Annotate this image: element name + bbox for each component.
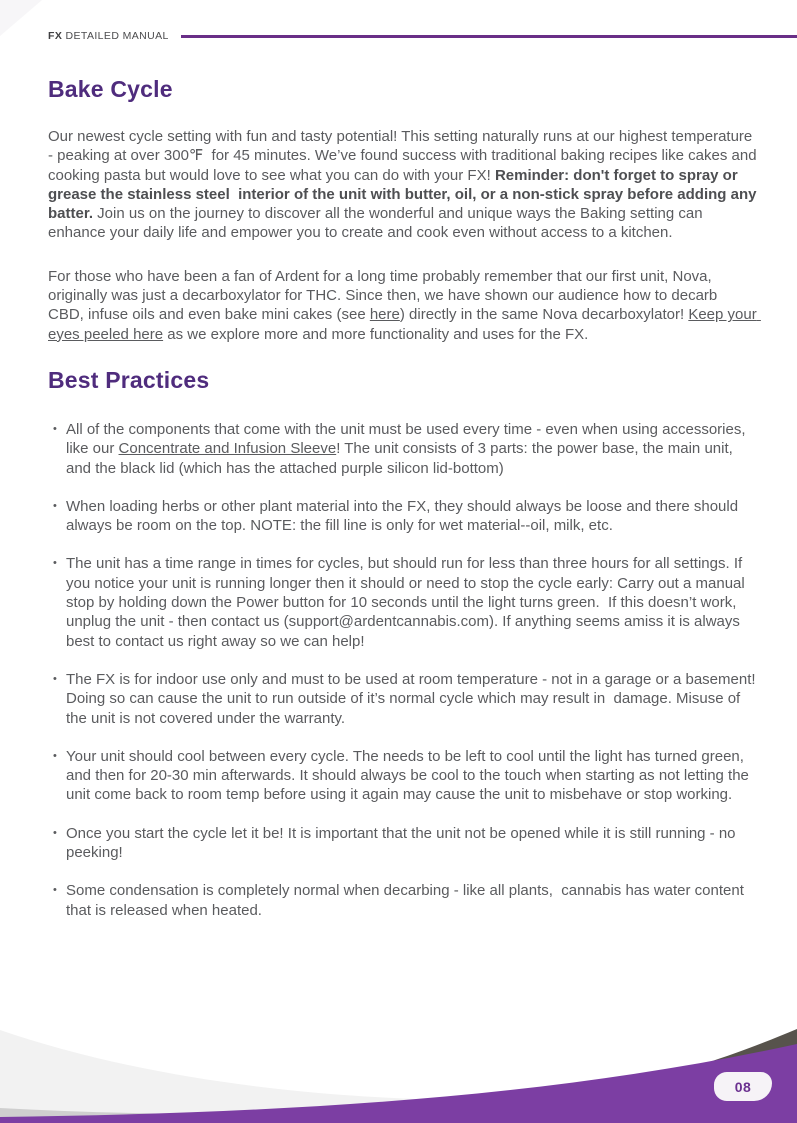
document-title-brand: FX	[48, 30, 63, 42]
bullet-icon: •	[53, 499, 57, 512]
list-item	[48, 670, 760, 728]
list-item-text: Your unit should cool between every cycle. The needs to be left to cool until the light has turned green, and then for 20-30 min afterwards. It should always be cool to the touch when starting as not letting the unit come back to room temp before using it again may cause the unit to misbehave or stop working.	[66, 747, 754, 804]
corner-decoration	[0, 0, 42, 36]
link-concentrate-infusion-sleeve[interactable]: Concentrate and Infusion Sleeve	[118, 440, 337, 458]
page-number-badge	[714, 1072, 772, 1101]
bullet-icon: •	[53, 422, 57, 435]
paragraph-text: as we explore more and more functionality and uses for the FX.	[163, 325, 589, 343]
list-item	[48, 554, 757, 650]
header-rule	[181, 35, 797, 38]
section-title-best-practices: Best Practices	[48, 366, 210, 393]
list-item	[48, 497, 757, 536]
bullet-icon: •	[53, 672, 57, 685]
bullet-icon: •	[53, 557, 57, 570]
reminder-bold-text: Reminder: don't forget to spray or grease the stainless steel interior of the unit with butter, oil, or a non-stick spray before adding any batter.	[48, 166, 761, 223]
bullet-icon: •	[53, 826, 57, 839]
paragraph-text: Join us on the journey to discover all the wonderful and unique ways the Baking setting can enhance your daily life and empower you to create and cook even without access to a kitchen.	[48, 205, 707, 242]
list-item-text: Once you start the cycle let it be! It is important that the unit not be opened while it is still running - no peeking!	[66, 824, 740, 862]
list-item	[48, 747, 757, 805]
list-item	[48, 420, 757, 478]
section-title-bake-cycle: Bake Cycle	[48, 76, 173, 102]
bullet-icon: •	[53, 884, 57, 897]
best-practices-list	[48, 420, 760, 920]
list-item	[48, 881, 757, 920]
document-title	[48, 30, 169, 42]
page-header	[48, 30, 797, 42]
document-title-rest: DETAILED MANUAL	[62, 30, 169, 42]
content-column	[48, 62, 761, 939]
link-keep-your-eyes-peeled[interactable]: Keep your eyes peeled here	[48, 306, 761, 343]
bake-cycle-paragraph-2	[48, 267, 761, 344]
list-item-text	[66, 420, 757, 478]
list-item-text: Some condensation is completely normal when decarbing - like all plants, cannabis has water content that is released when heated.	[66, 882, 749, 919]
list-item-text: When loading herbs or other plant material into the FX, they should always be loose and there should always be room on the top. NOTE: the fill line is only for wet material--oil, milk, etc.	[66, 497, 743, 535]
bake-cycle-paragraph-1	[48, 127, 761, 243]
paragraph-text: Our newest cycle setting with fun and tasty potential! This setting naturally runs at our highest temperature - peaking at over 300℉ for 45 minutes. We’ve found success with traditional baking recipes like cakes and cooking pasta but would love to see what you can do with your FX!	[48, 128, 761, 184]
paragraph-text: ! The unit consists of 3 parts: the power base, the main unit, and the black lid (which has the attached purple silicon lid-bottom)	[66, 440, 737, 477]
list-item-text: The FX is for indoor use only and must to be used at room temperature - not in a garage or a basement! Doing so can cause the unit to run outside of it’s normal cycle which may result in damage. Misuse of the unit is not covered under the warranty.	[66, 670, 760, 727]
paragraph-text: For those who have been a fan of Ardent for a long time probably remember that our first unit, Nova, originally was just a decarboxylator for THC. Since then, we have shown our audience how to decarb CBD, infuse oils and even bake mini cakes (see	[48, 267, 722, 324]
paragraph-text: All of the components that come with the unit must be used every time - even when using accessories, like our	[66, 420, 750, 458]
bullet-icon: •	[53, 749, 57, 762]
link-here[interactable]: here	[369, 306, 400, 324]
page-number: 08	[734, 1078, 752, 1095]
list-item	[48, 824, 757, 863]
footer-swoosh-art	[0, 1000, 797, 1123]
list-item-text: The unit has a time range in times for cycles, but should run for less than three hours for all settings. If you notice your unit is running longer then it should or need to stop the cycle early: Carry out a manual stop by holding down the Power button for 10 seconds until the light turns green. If this doesn’t work, unplug the unit - then contact us (support@ardentcannabis.com). If anything seems amiss it is always best to contact us right away so we can help!	[66, 555, 749, 650]
paragraph-text: ) directly in the same Nova decarboxylator!	[399, 306, 689, 324]
